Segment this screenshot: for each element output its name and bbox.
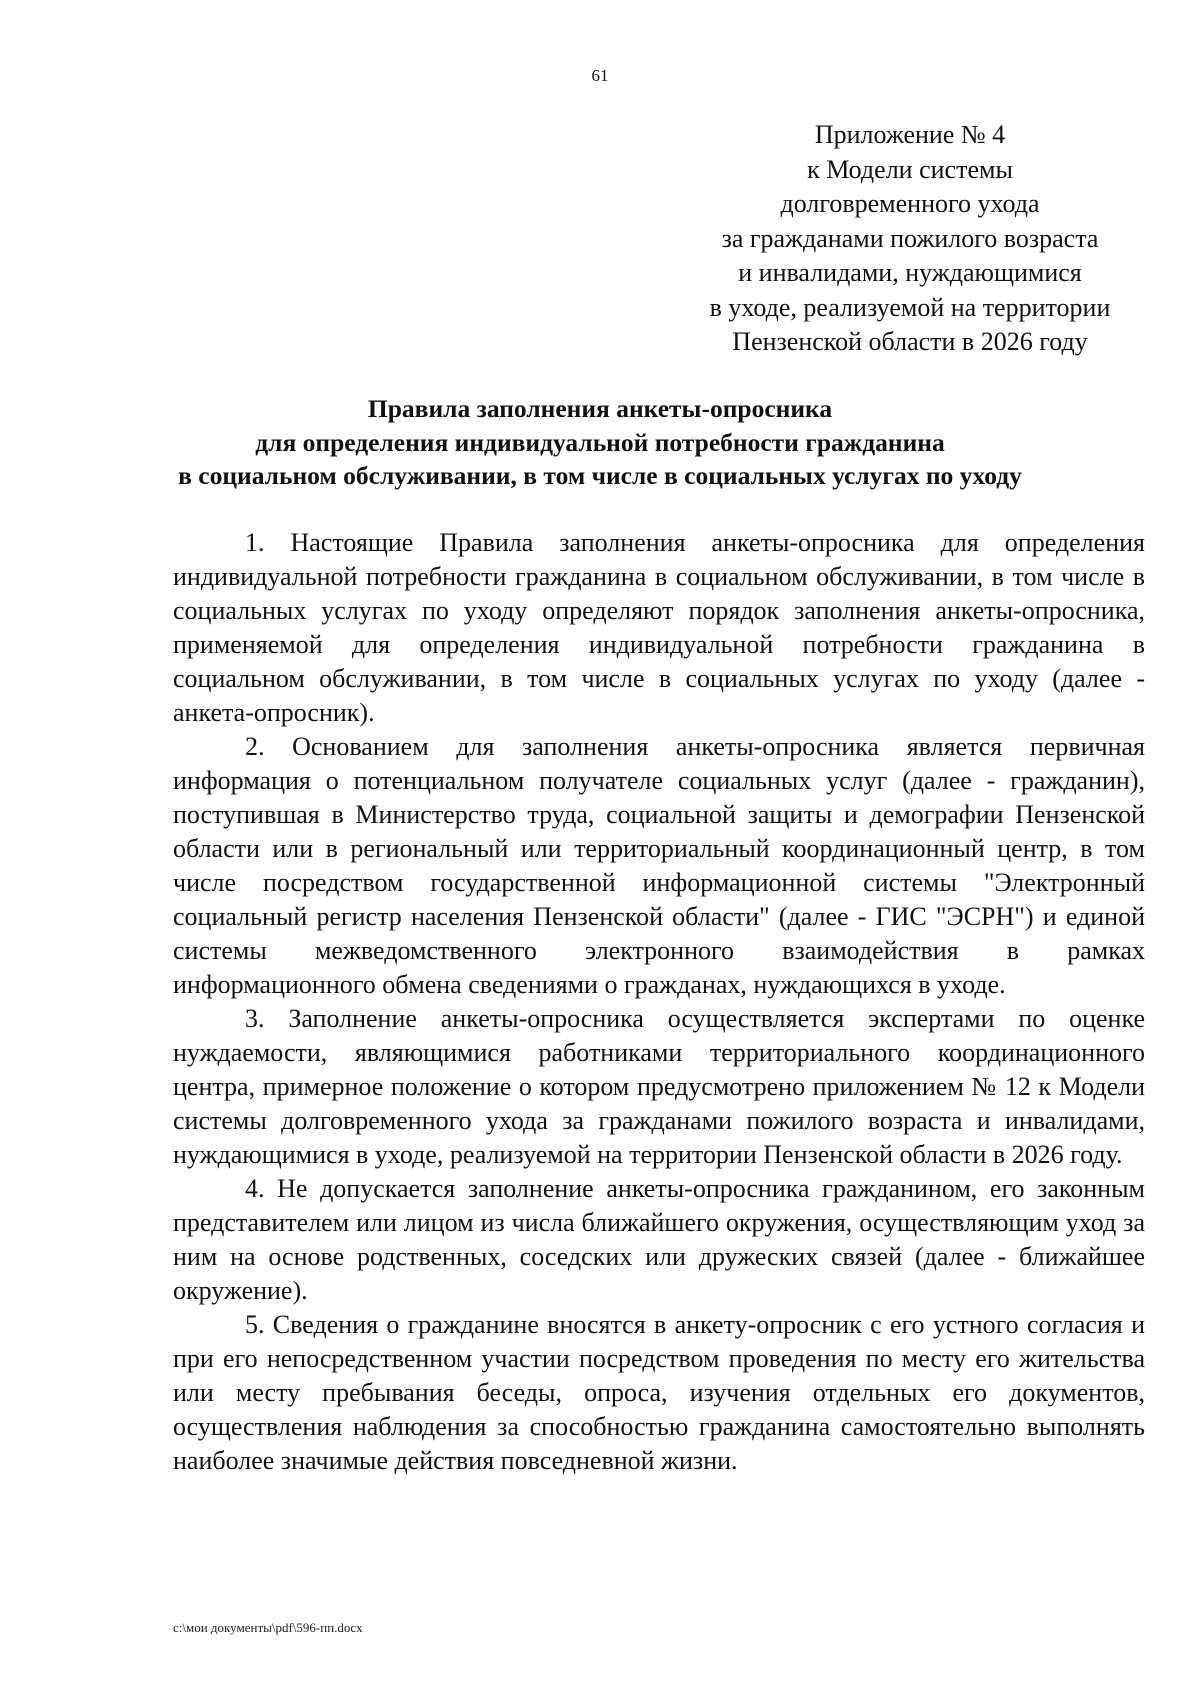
document-body (173, 526, 1145, 1478)
document-title (120, 392, 1080, 493)
title-line: в социальном обслуживании, в том числе в социальных услугах по уходу (178, 461, 1022, 490)
appendix-line: и инвалидами, нуждающимися (738, 258, 1082, 287)
title-line: для определения индивидуальной потребности гражданина (255, 427, 945, 457)
appendix-reference-block (695, 118, 1125, 360)
page-number: 61 (591, 66, 609, 85)
paragraph-3: 3. Заполнение анкеты-опросника осуществляется экспертами по оценке нуждаемости, являющимися работниками территориального координационного центра, примерное положение о котором предусмотрено приложением № 12 к Модели системы долговременного ухода за гражданами пожилого возраста и инвалидами, нуждающимися в уходе, реализуемой на территории Пензенской области в 2026 году. (173, 1004, 1145, 1169)
title-line: Правила заполнения анкеты-опросника (367, 394, 833, 423)
appendix-line: к Модели системы (807, 154, 1013, 184)
footer-file-path: c:\мои документы\pdf\596-пп.docx (173, 1620, 363, 1635)
appendix-line: в уходе, реализуемой на территории (709, 292, 1111, 322)
paragraph-2: 2. Основанием для заполнения анкеты-опросника является первичная информация о потенциальном получателе социальных услуг (далее - гражданин), поступившая в Министерство труда, социальной защиты и демографии Пензенской области или в региональный или территориальный координационный центр, в том числе посредством государственной информационной системы "Электронный социальный регистр населения Пензенской области" (далее - ГИС "ЭСРН") и единой системы межведомственного электронного взаимодействия в рамках информационного обмена сведениями о гражданах, нуждающихся в уходе. (173, 732, 1145, 999)
appendix-line: Приложение № 4 (814, 120, 1006, 149)
appendix-line: за гражданами пожилого возраста (721, 223, 1099, 253)
paragraph-1: 1. Настоящие Правила заполнения анкеты-опросника для определения индивидуальной потребности гражданина в социальном обслуживании, в том числе в социальных услугах по уходу определяют порядок заполнения анкеты-опросника, применяемой для определения индивидуальной потребности гражданина в социальном обслуживании, в том числе в социальных услугах по уходу (далее - анкета-опросник). (173, 528, 1145, 727)
appendix-line: Пензенской области в 2026 году (732, 327, 1088, 356)
paragraph-5: 5. Сведения о гражданине вносятся в анкету-опросник с его устного согласия и при его непосредственном участии посредством проведения по месту его жительства или месту пребывания беседы, опроса, изучения отдельных его документов, осуществления наблюдения за способностью гражданина самостоятельно выполнять наиболее значимые действия повседневной жизни. (173, 1310, 1145, 1475)
appendix-line: долговременного ухода (780, 189, 1040, 218)
paragraph-4: 4. Не допускается заполнение анкеты-опросника гражданином, его законным представителем или лицом из числа ближайшего окружения, осуществляющим уход за ним на основе родственных, соседских или дружеских связей (далее - ближайшее окружение). (173, 1174, 1145, 1305)
